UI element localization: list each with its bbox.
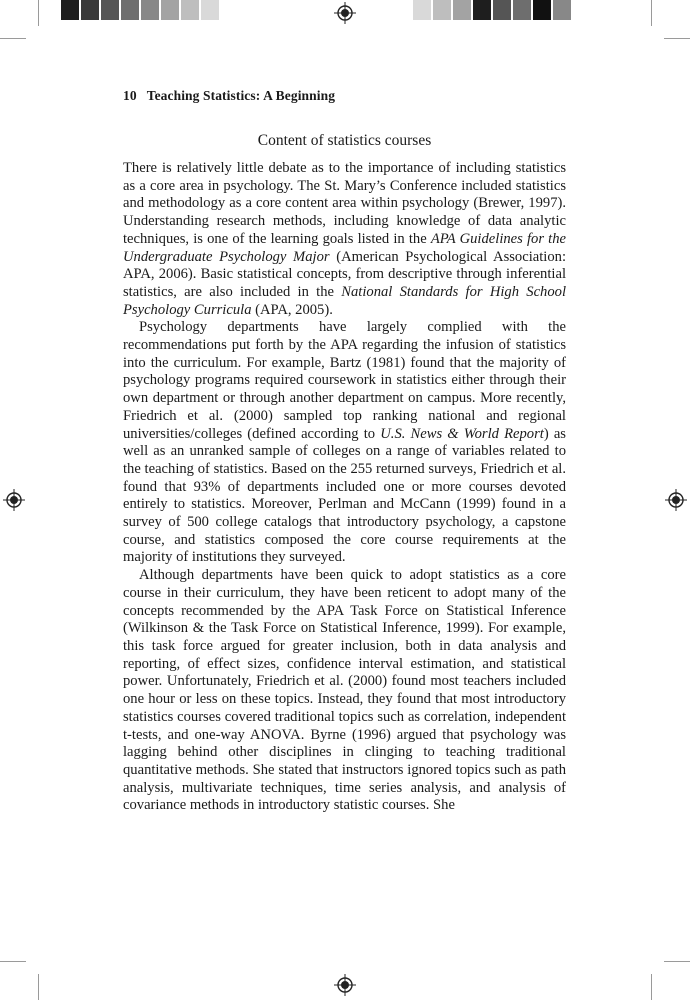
calibration-swatch xyxy=(413,0,431,20)
color-calibration-bar-left xyxy=(61,0,221,20)
crop-mark-top-left-h xyxy=(0,38,26,39)
crop-mark-bottom-left-h xyxy=(0,961,26,962)
calibration-swatch xyxy=(453,0,471,20)
italic-title-us-news: U.S. News & World Report xyxy=(380,425,544,442)
color-calibration-bar-right xyxy=(413,0,573,20)
calibration-swatch xyxy=(473,0,491,20)
calibration-swatch xyxy=(533,0,551,20)
calibration-swatch xyxy=(141,0,159,20)
running-head-title: Teaching Statistics: A Beginning xyxy=(146,88,336,103)
italic-title-national-standards: National Standards for High School Psychology Curricula xyxy=(123,283,566,318)
calibration-swatch xyxy=(81,0,99,20)
calibration-swatch xyxy=(161,0,179,20)
running-head xyxy=(123,88,335,104)
paragraph-1: There is relatively little debate as to the importance of including statistics as a core area in psychology. The St. Mary’s Conference included statistics and methodology as a core content area within psychology (Brewer, 1997). Understanding research methods, including knowledge of data analytic techniques, is one of the learning goals listed in the APA Guidelines for the Undergraduate Psychology Major (American Psychological Association: APA, 2006). Basic statistical concepts, from descriptive through inferential statistics, are also included in the National Standards for High School Psychology Curricula (APA, 2005). xyxy=(123,160,566,318)
body-text xyxy=(123,160,566,815)
paragraph-3: Although departments have been quick to adopt statistics as a core course in their curriculum, they have been reticent to adopt many of the concepts recommended by the APA Task Force on Statistical Inference (Wilkinson & the Task Force on Statistical Inference, 1999). For example, this task force argued for greater inclusion, both in data analysis and reporting, of effect sizes, confidence interval estimation, and statistical power. Unfortunately, Friedrich et al. (2000) found most teachers included one hour or less on these topics. Instead, they found that most introductory statistics courses covered traditional topics such as correlation, independent t-tests, and one-way ANOVA. Byrne (1996) argued that psychology was lagging behind other disciplines in clinging to teaching traditional quantitative methods. She stated that instructors ignored topics such as path analysis, multivariate techniques, time series analysis, and analysis of covariance methods in introductory statistic courses. She xyxy=(123,567,566,814)
calibration-swatch xyxy=(433,0,451,20)
registration-mark-bottom-icon xyxy=(334,974,356,996)
crop-mark-bottom-right-h xyxy=(664,961,690,962)
crop-mark-bottom-right-v xyxy=(651,974,652,1000)
calibration-swatch xyxy=(101,0,119,20)
registration-mark-right-icon xyxy=(665,489,687,511)
calibration-swatch xyxy=(61,0,79,20)
calibration-swatch xyxy=(121,0,139,20)
calibration-swatch xyxy=(181,0,199,20)
crop-mark-top-left-v xyxy=(38,0,39,26)
paragraph-2: Psychology departments have largely complied with the recommendations put forth by the APA regarding the infusion of statistics into the curriculum. For example, Bartz (1981) found that the majority of psychology programs required coursework in statistics either through their own department or through another department on campus. More recently, Friedrich et al. (2000) sampled top ranking national and regional universities/colleges (defined according to U.S. News & World Report) as well as an unranked sample of colleges on a range of variables related to the teaching of statistics. Based on the 255 returned surveys, Friedrich et al. found that 93% of departments included one or more courses devoted entirely to statistics. Moreover, Perlman and McCann (1999) found in a survey of 500 college catalogs that introductory psychology, a capstone course, and statistics composed the core course requirements at the majority of institutions they surveyed. xyxy=(123,319,566,566)
page-number: 10 xyxy=(123,88,137,103)
crop-mark-bottom-left-v xyxy=(38,974,39,1000)
italic-title-apa-guidelines: APA Guidelines for the Undergraduate Psychology Major xyxy=(123,230,566,265)
calibration-swatch xyxy=(513,0,531,20)
registration-mark-left-icon xyxy=(3,489,25,511)
calibration-swatch xyxy=(201,0,219,20)
registration-mark-top-icon xyxy=(334,2,356,24)
calibration-swatch xyxy=(553,0,571,20)
section-title: Content of statistics courses xyxy=(257,132,432,149)
crop-mark-top-right-v xyxy=(651,0,652,26)
crop-mark-top-right-h xyxy=(664,38,690,39)
calibration-swatch xyxy=(493,0,511,20)
